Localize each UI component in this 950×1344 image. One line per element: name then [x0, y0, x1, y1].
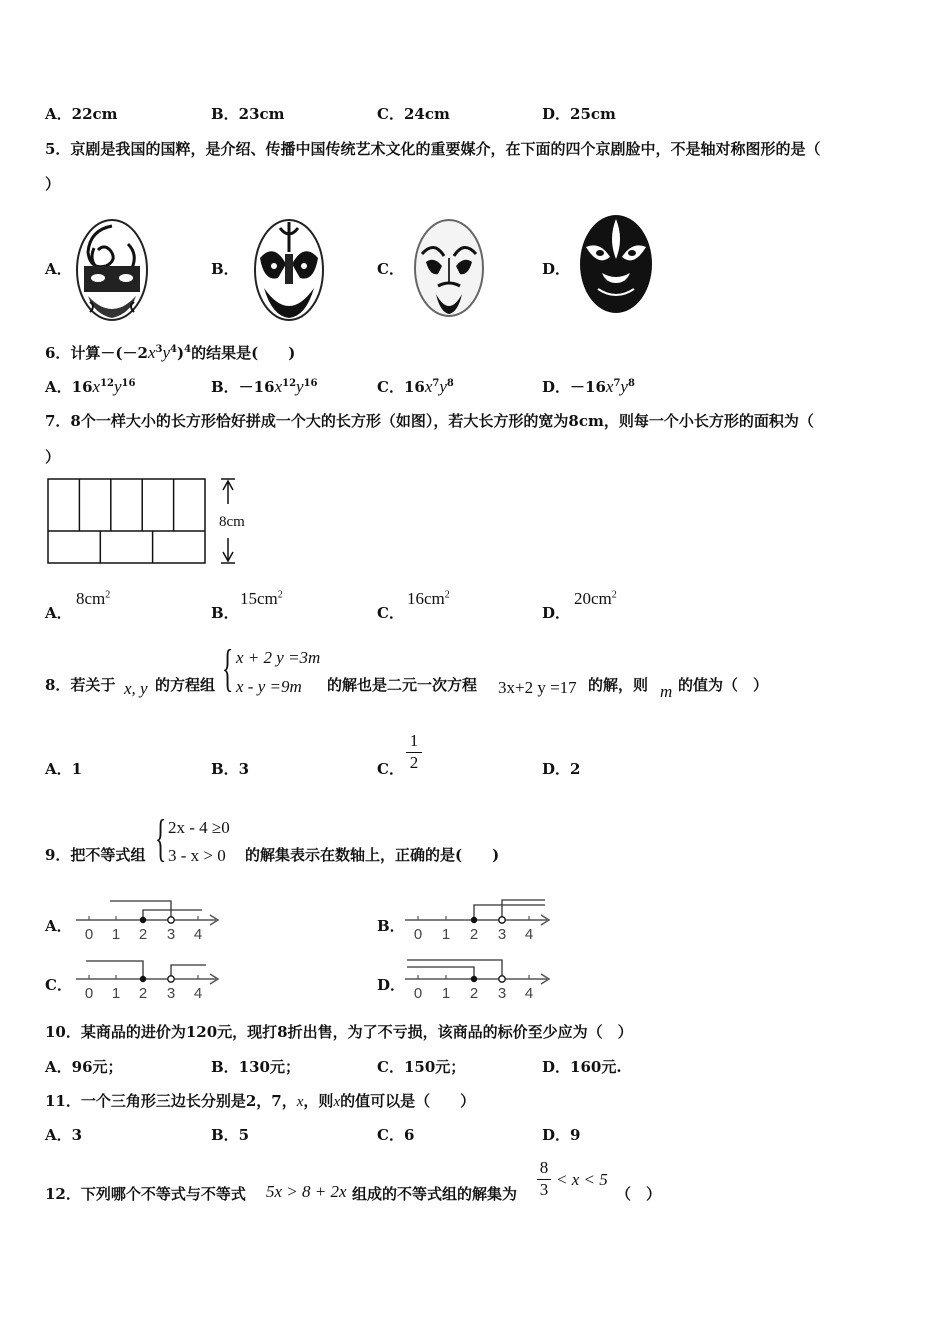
q9-option-c: C． [45, 976, 72, 994]
tick-label: 0 [84, 926, 94, 943]
q6-option-d: D．$-16x^7y^8$ [542, 377, 635, 396]
q6-option-a: A．$16x^{12}y^{16}$ [45, 377, 136, 396]
q5-stem: 5．京剧是我国的国粹，是介绍、传播中国传统艺术文化的重要媒介，在下面的四个京剧脸中，不是轴对称图形的是（ [45, 140, 821, 158]
tick-label: 4 [193, 985, 203, 1002]
tick-label: 0 [413, 985, 423, 1002]
tick-label: 1 [111, 985, 121, 1002]
tick-label: 3 [166, 926, 176, 943]
q7-option-d-value: $20cm^2$ [574, 589, 617, 608]
mask-d-image [578, 213, 654, 315]
q10-option-d: D．160元. [542, 1058, 622, 1076]
q7-option-a: A． [45, 604, 72, 622]
q9-stem-post: 的解集表示在数轴上，正确的是( ) [245, 846, 500, 864]
q7-option-c-value: $16cm^2$ [407, 589, 450, 608]
tick-label: 0 [413, 926, 423, 943]
q9-option-d: D． [377, 976, 406, 994]
q4-option-c: C．24cm [377, 105, 450, 123]
q12-stem-pre: 12．下列哪个不等式与不等式 [45, 1185, 246, 1203]
mask-b-image [252, 218, 326, 322]
q7-option-a-value: $8cm^2$ [76, 589, 111, 608]
q4-option-a: A．22cm [45, 105, 118, 123]
q8-brace: { [222, 640, 234, 697]
figure-width-label: 8cm [219, 514, 245, 530]
q9-option-b: B． [377, 917, 405, 935]
q8-stem-mid2: 的解也是二元一次方程 [327, 676, 478, 694]
q8-stem-post: 的解，则 [588, 676, 649, 694]
q7-stem-close: ） [45, 448, 61, 466]
q6-option-b: B．$-16x^{12}y^{16}$ [211, 377, 318, 396]
q9-inequality-2: 3 - x > 0 [168, 846, 226, 865]
q8-equation-1: x + 2 y =3m [236, 648, 321, 667]
tick-label: 0 [84, 985, 94, 1002]
number-line-d [403, 955, 555, 1003]
tick-label: 4 [524, 985, 534, 1002]
q12-fraction: $\frac{8}{3}$ [537, 1158, 551, 1200]
q8-option-a: A．1 [45, 760, 83, 778]
tick-label: 2 [469, 985, 479, 1002]
q5-option-a: A． [45, 260, 72, 278]
q9-inequality-1: 2x - 4 ≥0 [168, 818, 230, 837]
tick-label: 1 [441, 985, 451, 1002]
q5-option-b: B． [211, 260, 239, 278]
q12-stem-tail: （ ） [616, 1185, 662, 1203]
q7-option-b: B． [211, 604, 239, 622]
q10-option-a: A．96元； [45, 1058, 123, 1076]
number-line-a [74, 896, 224, 944]
q7-option-d: D． [542, 604, 571, 622]
tick-label: 2 [138, 926, 148, 943]
q8-equation-2: x - y =9m [236, 677, 302, 696]
tick-label: 2 [138, 985, 148, 1002]
tick-label: 3 [166, 985, 176, 1002]
q4-option-d: D．25cm [542, 105, 616, 123]
q7-option-b-value: $15cm^2$ [240, 589, 283, 608]
q11-option-a: A．3 [45, 1126, 83, 1144]
q8-option-d: D．2 [542, 760, 581, 778]
tick-label: 1 [441, 926, 451, 943]
mask-a-image [74, 218, 150, 322]
q8-vars: x, y [124, 679, 148, 698]
q5-option-d: D． [542, 260, 571, 278]
q12-stem-mid: 组成的不等式组的解集为 [352, 1185, 518, 1203]
tick-label: 4 [193, 926, 203, 943]
q8-option-b: B．3 [211, 760, 250, 778]
tick-label: 1 [111, 926, 121, 943]
q9-stem-pre: 9．把不等式组 [45, 846, 146, 864]
tick-label: 3 [497, 985, 507, 1002]
q12-inequality: 5x > 8 + 2x [266, 1182, 347, 1201]
tick-label: 4 [524, 926, 534, 943]
q9-brace: { [155, 810, 167, 867]
q8-m: m [660, 682, 673, 701]
number-line-c [74, 955, 224, 1003]
number-line-b [403, 896, 555, 944]
q7-stem: 7．8个一样大小的长方形恰好拼成一个大的长方形（如图），若大长方形的宽为8cm，则每一个小长方形的面积为（ [45, 412, 814, 430]
q8-equation-3: 3x+2 y =17 [498, 678, 577, 697]
tick-label: 2 [469, 926, 479, 943]
q11-option-d: D．9 [542, 1126, 581, 1144]
q4-option-b: B．23cm [211, 105, 285, 123]
q6-option-c: C．$16x^7y^8$ [377, 377, 454, 396]
q10-stem: 10．某商品的进价为120元，现打8折出售，为了不亏损，该商品的标价至少应为（ ） [45, 1023, 633, 1041]
q10-option-b: B．130元； [211, 1058, 300, 1076]
q8-stem-pre: 8．若关于 [45, 676, 116, 694]
q8-stem-mid: 的方程组 [155, 676, 216, 694]
q6-stem: 6．计算$-(-2x^3y^4)^4$的结果是( ) [45, 343, 296, 362]
q8-option-c: C． [377, 760, 404, 778]
mask-c-image [412, 218, 486, 318]
q11-option-c: C．6 [377, 1126, 415, 1144]
q12-range: < x < 5 [556, 1170, 608, 1189]
q11-option-b: B．5 [211, 1126, 250, 1144]
q11-stem: 11．一个三角形三边长分别是2，7，x，则x的值可以是（ ） [45, 1092, 476, 1110]
q7-option-c: C． [377, 604, 404, 622]
tick-label: 3 [497, 926, 507, 943]
q8-stem-tail: 的值为（ ） [678, 676, 769, 694]
q9-option-a: A． [45, 917, 72, 935]
q10-option-c: C．150元； [377, 1058, 466, 1076]
q8-option-c-fraction: $\frac{1}{2}$ [406, 731, 422, 773]
q5-option-c: C． [377, 260, 404, 278]
q5-stem-close: ） [45, 175, 61, 193]
